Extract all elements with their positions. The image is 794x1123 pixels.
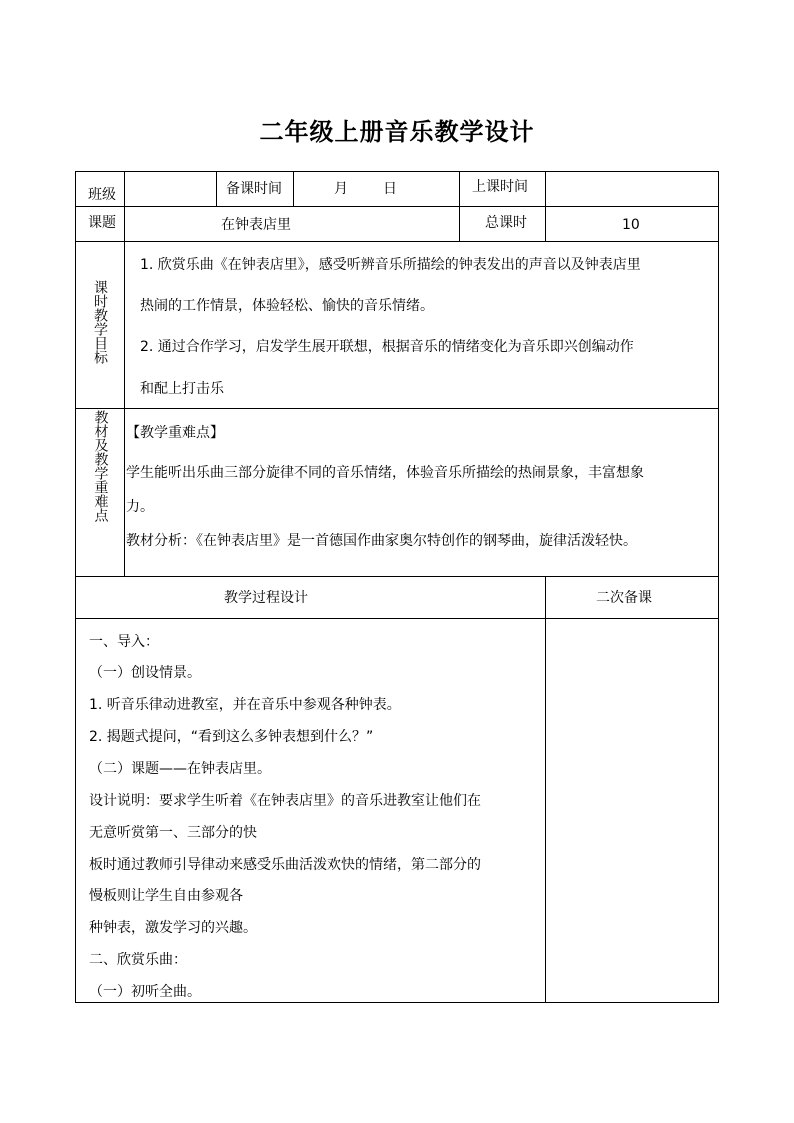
class-label: 班级 bbox=[88, 187, 116, 203]
process-line-3: 1. 听音乐律动进教室，并在音乐中参观各种钟表。 bbox=[89, 697, 401, 713]
process-line-4: 2. 揭题式提问，“看到这么多钟表想到什么？” bbox=[89, 729, 374, 745]
process-line-11: 二、欣赏乐曲： bbox=[89, 952, 187, 968]
process-line-8: 板时通过教师引导律动来感受乐曲活泼欢快的情绪，第二部分的 bbox=[89, 857, 481, 873]
key-points-line-2: 力。 bbox=[126, 499, 154, 515]
process-line-7: 无意听赏第一、三部分的快 bbox=[89, 825, 257, 841]
process-line-6: 设计说明：要求学生听着《在钟表店里》的音乐进教室让他们在 bbox=[89, 793, 481, 809]
topic-value: 在钟表店里 bbox=[221, 217, 291, 233]
objectives-line-4: 和配上打击乐 bbox=[140, 381, 224, 397]
key-points-line-1: 学生能听出乐曲三部分旋律不同的音乐情绪，体验音乐所描绘的热闹景象，丰富想象 bbox=[126, 465, 644, 481]
key-points-line-3: 教材分析：《在钟表店里》是一首德国作曲家奥尔特创作的钢琴曲，旋律活泼轻快。 bbox=[126, 533, 637, 549]
objectives-line-2: 热闹的工作情景，体验轻松、愉快的音乐情绪。 bbox=[140, 298, 434, 314]
topic-label: 课题 bbox=[88, 215, 116, 231]
process-line-10: 种钟表，激发学习的兴趣。 bbox=[89, 920, 257, 936]
process-line-5: （二）课题——在钟表店里。 bbox=[89, 761, 271, 777]
objectives-line-3: 2. 通过合作学习，启发学生展开联想，根据音乐的情绪变化为音乐即兴创编动作 bbox=[140, 339, 634, 355]
process-header: 教学过程设计 bbox=[224, 590, 308, 606]
class-time-label: 上课时间 bbox=[472, 179, 528, 195]
day-label: 日 bbox=[383, 181, 397, 197]
document-title: 二年级上册音乐教学设计 bbox=[259, 118, 535, 146]
objectives-label: 课时教学目标 bbox=[92, 280, 108, 364]
revision-header: 二次备课 bbox=[596, 590, 652, 606]
prep-time-label: 备课时间 bbox=[226, 181, 282, 197]
total-hours-value: 10 bbox=[622, 217, 640, 233]
key-points-heading: 【教学重难点】 bbox=[126, 425, 224, 441]
key-points-label: 教材及教学重难点 bbox=[92, 410, 109, 522]
process-line-12: （一）初听全曲。 bbox=[89, 984, 201, 1000]
process-line-2: （一）创设情景。 bbox=[89, 665, 201, 681]
month-label: 月 bbox=[334, 181, 348, 197]
process-line-1: 一、导入： bbox=[89, 634, 159, 650]
total-hours-label: 总课时 bbox=[485, 215, 527, 231]
process-line-9: 慢板则让学生自由参观各 bbox=[89, 888, 243, 904]
objectives-line-1: 1. 欣赏乐曲《在钟表店里》，感受听辨音乐所描绘的钟表发出的声音以及钟表店里 bbox=[140, 257, 641, 273]
